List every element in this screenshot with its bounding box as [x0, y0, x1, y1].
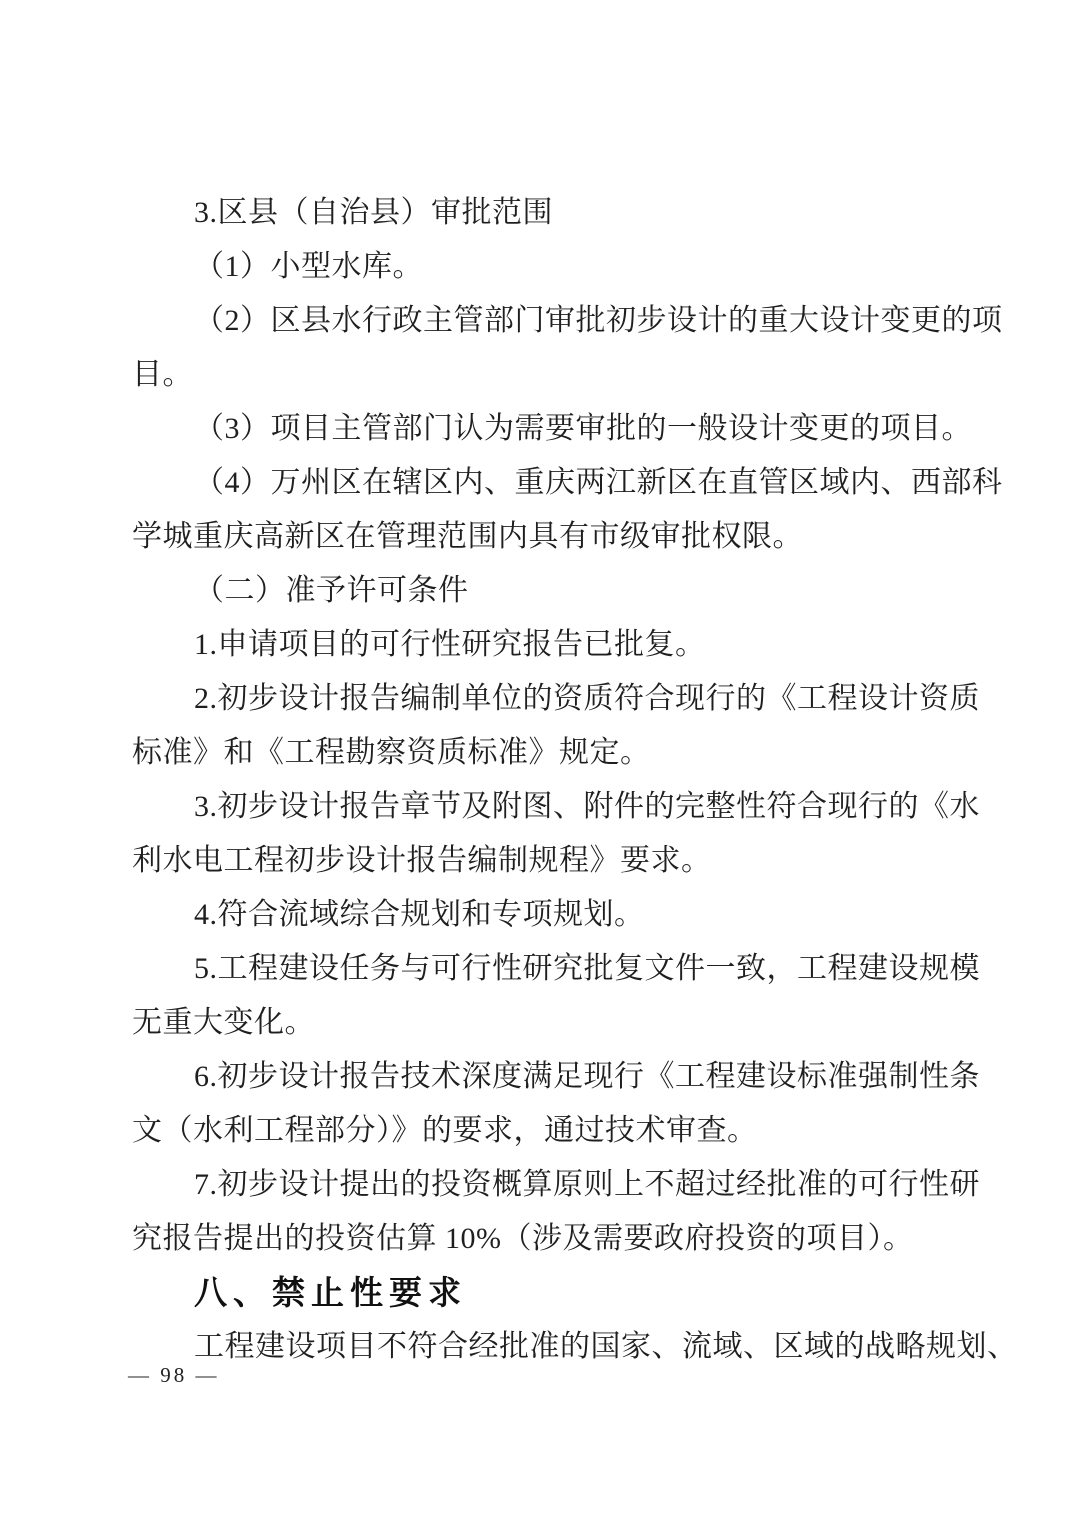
text-line: 1.申请项目的可行性研究报告已批复。 — [194, 628, 706, 661]
text-line: 利水电工程初步设计报告编制规程》要求。 — [132, 844, 712, 877]
text-line: （4）万州区在辖区内、重庆两江新区在直管区域内、西部科 — [194, 466, 1003, 499]
text-line: 标准》和《工程勘察资质标准》规定。 — [132, 736, 651, 769]
text-block — [132, 186, 1018, 1374]
text-line: 7.初步设计提出的投资概算原则上不超过经批准的可行性研 — [194, 1168, 980, 1201]
text-line: （3）项目主管部门认为需要审批的一般设计变更的项目。 — [194, 412, 972, 445]
page-number-footer: — 98 — — [128, 1363, 220, 1387]
section-heading: 八、禁止性要求 — [194, 1274, 467, 1311]
text-line: （二）准予许可条件 — [194, 574, 469, 607]
text-line: （2）区县水行政主管部门审批初步设计的重大设计变更的项 — [194, 304, 1003, 337]
text-line: 无重大变化。 — [132, 1006, 315, 1039]
text-line: 目。 — [132, 358, 193, 391]
text-line: （1）小型水库。 — [194, 250, 423, 283]
text-line: 3.区县（自治县）审批范围 — [194, 196, 553, 229]
text-line: 文（水利工程部分）》的要求，通过技术审查。 — [132, 1114, 758, 1147]
text-line: 5.工程建设任务与可行性研究批复文件一致，工程建设规模 — [194, 952, 980, 985]
text-line: 6.初步设计报告技术深度满足现行《工程建设标准强制性条 — [194, 1060, 980, 1093]
text-line: 3.初步设计报告章节及附图、附件的完整性符合现行的《水 — [194, 790, 980, 823]
text-line: 2.初步设计报告编制单位的资质符合现行的《工程设计资质 — [194, 682, 980, 715]
text-line: 究报告提出的投资估算 10%（涉及需要政府投资的项目）。 — [132, 1222, 914, 1255]
text-line: 工程建设项目不符合经批准的国家、流域、区域的战略规划、 — [194, 1330, 1018, 1363]
text-line: 4.符合流域综合规划和专项规划。 — [194, 898, 645, 931]
text-line: 学城重庆高新区在管理范围内具有市级审批权限。 — [132, 520, 803, 553]
